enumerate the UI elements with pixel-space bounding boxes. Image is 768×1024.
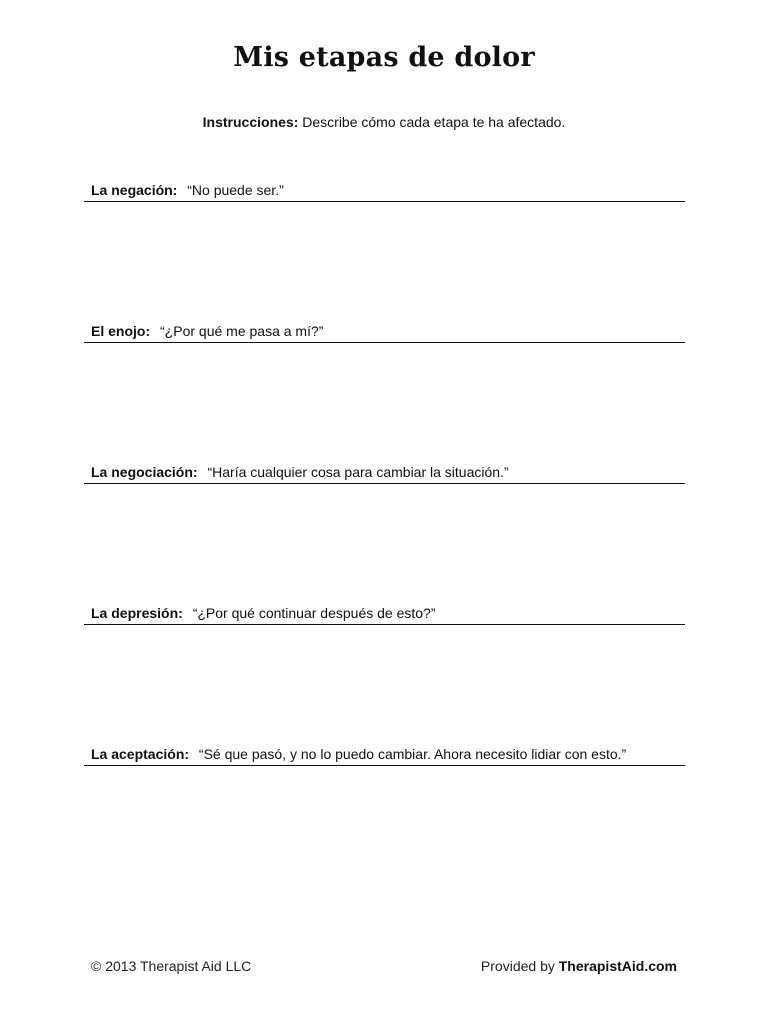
stage-name: La negociación:: [91, 464, 198, 480]
stage-denial: [84, 182, 685, 323]
answer-area[interactable]: [84, 345, 685, 461]
stage-quote: “No puede ser.”: [187, 182, 284, 198]
footer-brand: TherapistAid.com: [558, 958, 677, 974]
answer-area[interactable]: [84, 768, 685, 884]
stage-name: El enojo:: [91, 323, 151, 339]
stage-header: [84, 746, 685, 766]
footer-provided-by: [481, 958, 677, 974]
answer-area[interactable]: [84, 204, 685, 320]
stage-name: La depresión:: [91, 605, 183, 621]
stage-header: [84, 323, 685, 343]
stage-header: [84, 182, 685, 202]
instructions-label: Instrucciones:: [202, 114, 299, 130]
instructions-text: Describe cómo cada etapa te ha afectado.: [302, 114, 566, 130]
page-title: Mis etapas de dolor: [233, 42, 535, 73]
answer-area[interactable]: [84, 486, 685, 602]
stage-anger: [84, 323, 685, 464]
stage-name: La negación:: [91, 182, 178, 198]
stage-quote: “¿Por qué me pasa a mí?”: [160, 323, 324, 339]
stage-quote: “Haría cualquier cosa para cambiar la situación.”: [207, 464, 509, 480]
stage-quote: “¿Por qué continuar después de esto?”: [192, 605, 436, 621]
footer-provided-label: Provided by: [480, 958, 555, 974]
stage-quote: “Sé que pasó, y no lo puedo cambiar. Ahora necesito lidiar con esto.”: [198, 746, 627, 762]
stage-header: [84, 464, 685, 484]
stage-depression: [84, 605, 685, 746]
stage-acceptance: [84, 746, 685, 887]
footer-copyright: © 2013 Therapist Aid LLC: [91, 958, 252, 974]
answer-area[interactable]: [84, 627, 685, 743]
stage-name: La aceptación:: [91, 746, 190, 762]
stage-bargaining: [84, 464, 685, 605]
stage-header: [84, 605, 685, 625]
instructions: [0, 114, 768, 130]
